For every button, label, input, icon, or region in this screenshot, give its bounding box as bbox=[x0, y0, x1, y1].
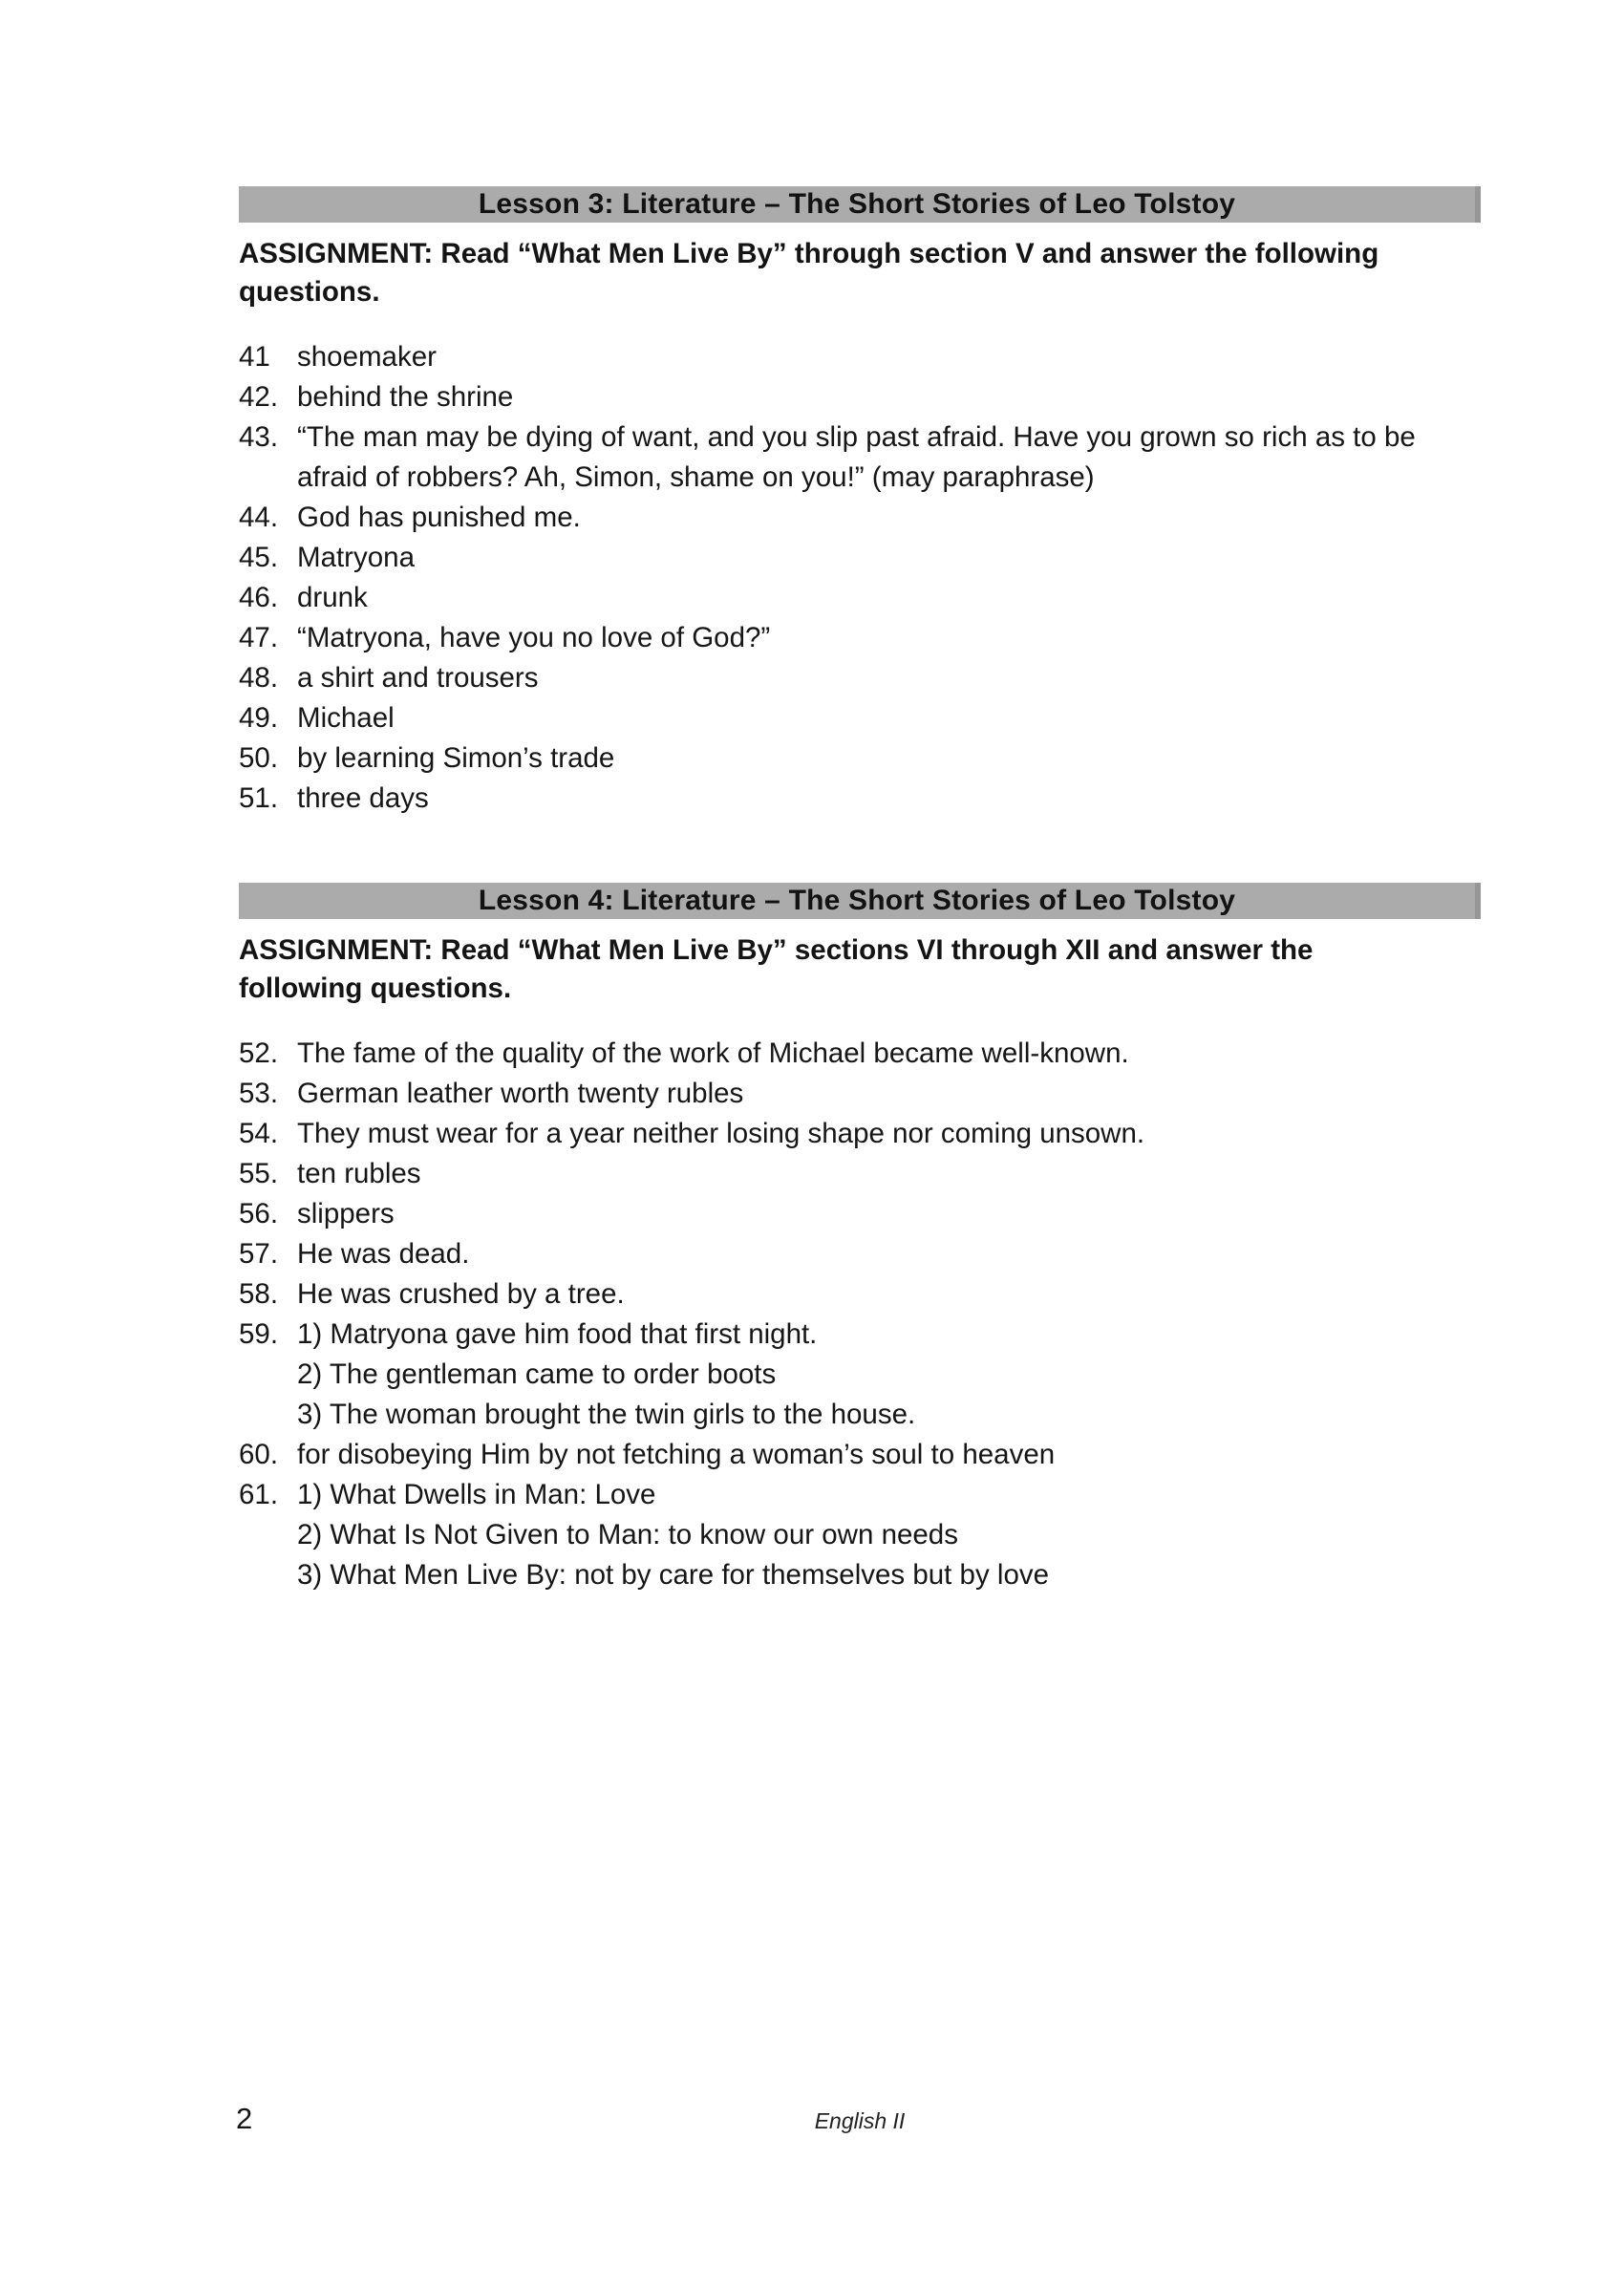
answer-item bbox=[239, 1315, 1481, 1435]
answer-item-text bbox=[297, 337, 1481, 377]
answer-item-text bbox=[297, 1475, 1481, 1595]
answer-item-line: 3) What Men Live By: not by care for themselves but by love bbox=[297, 1559, 1050, 1591]
answer-item-line: 1) What Dwells in Man: Love bbox=[297, 1479, 656, 1510]
answer-item bbox=[239, 498, 1481, 538]
lesson-4-assignment bbox=[239, 931, 1481, 1008]
answer-item-line: German leather worth twenty rubles bbox=[297, 1078, 744, 1109]
answer-item-line: “Matryona, have you no love of God?” bbox=[297, 622, 771, 653]
answer-item-number: 56. bbox=[239, 1198, 279, 1230]
answer-item-line: He was dead. bbox=[297, 1238, 470, 1270]
answer-item-number: 43. bbox=[239, 421, 279, 453]
answer-item-line: 3) The woman brought the twin girls to the house. bbox=[297, 1399, 916, 1430]
answer-item-number: 47. bbox=[239, 622, 279, 653]
answer-item bbox=[239, 417, 1481, 498]
answer-item bbox=[239, 1435, 1481, 1475]
answer-item-text bbox=[297, 1435, 1481, 1475]
answer-item-number: 45. bbox=[239, 542, 279, 573]
answer-item-text bbox=[297, 779, 1481, 819]
answer-item-number: 48. bbox=[239, 662, 279, 694]
answer-item-number: 60. bbox=[239, 1439, 279, 1470]
answer-item-text bbox=[297, 1194, 1481, 1234]
lesson-4-answer-list bbox=[239, 1034, 1481, 1595]
answer-item bbox=[239, 538, 1481, 578]
answer-item-number: 41 bbox=[239, 341, 270, 373]
answer-item-line: for disobeying Him by not fetching a woman’s soul to heaven bbox=[297, 1439, 1056, 1470]
answer-item-number: 55. bbox=[239, 1158, 279, 1189]
assignment-line: ASSIGNMENT: Read “What Men Live By” through section V and answer the following bbox=[239, 238, 1379, 269]
page-number: 2 bbox=[236, 2102, 253, 2135]
answer-item bbox=[239, 779, 1481, 819]
answer-item-number: 46. bbox=[239, 582, 279, 613]
answer-item bbox=[239, 618, 1481, 658]
assignment-line: following questions. bbox=[239, 973, 512, 1004]
answer-item-text bbox=[297, 1034, 1481, 1074]
answer-item-line: by learning Simon’s trade bbox=[297, 742, 615, 774]
answer-item-line: Matryona bbox=[297, 542, 415, 573]
page-content bbox=[0, 186, 1624, 1595]
answer-item-line: three days bbox=[297, 782, 429, 814]
answer-item-line: slippers bbox=[297, 1198, 395, 1230]
answer-item-text bbox=[297, 417, 1481, 498]
answer-item-text bbox=[297, 658, 1481, 698]
answer-item-text bbox=[297, 578, 1481, 618]
answer-item-number: 49. bbox=[239, 702, 279, 734]
answer-item bbox=[239, 1034, 1481, 1074]
answer-item-text bbox=[297, 1234, 1481, 1274]
answer-item-line: afraid of robbers? Ah, Simon, shame on you!” (may paraphrase) bbox=[297, 461, 1095, 493]
assignment-line: questions. bbox=[239, 276, 380, 308]
answer-item bbox=[239, 377, 1481, 417]
answer-item-text bbox=[297, 1074, 1481, 1114]
answer-item-line: 2) The gentleman came to order boots bbox=[297, 1358, 777, 1390]
answer-item-text bbox=[297, 377, 1481, 417]
answer-item bbox=[239, 1274, 1481, 1315]
answer-item-line: God has punished me. bbox=[297, 502, 581, 533]
answer-item-line: drunk bbox=[297, 582, 368, 613]
answer-item-line: They must wear for a year neither losing shape nor coming unsown. bbox=[297, 1118, 1145, 1149]
answer-item-line: ten rubles bbox=[297, 1158, 421, 1189]
answer-item-text bbox=[297, 1114, 1481, 1154]
lesson-3-header-bar: Lesson 3: Literature – The Short Stories of Leo Tolstoy bbox=[239, 186, 1481, 223]
answer-item-number: 44. bbox=[239, 502, 279, 533]
answer-item bbox=[239, 337, 1481, 377]
answer-item-text bbox=[297, 538, 1481, 578]
answer-item bbox=[239, 1154, 1481, 1194]
answer-item bbox=[239, 578, 1481, 618]
answer-item-number: 53. bbox=[239, 1078, 279, 1109]
answer-item-number: 58. bbox=[239, 1278, 279, 1310]
answer-item-number: 42. bbox=[239, 381, 279, 413]
answer-item-text bbox=[297, 1274, 1481, 1315]
answer-item-text bbox=[297, 738, 1481, 779]
answer-item-line: 2) What Is Not Given to Man: to know our own needs bbox=[297, 1519, 958, 1550]
answer-item-text bbox=[297, 498, 1481, 538]
answer-item-number: 50. bbox=[239, 742, 279, 774]
answer-item-line: 1) Matryona gave him food that first night. bbox=[297, 1318, 818, 1350]
answer-item-line: “The man may be dying of want, and you slip past afraid. Have you grown so rich as to be bbox=[297, 421, 1416, 453]
answer-item bbox=[239, 1114, 1481, 1154]
answer-item-number: 52. bbox=[239, 1037, 279, 1069]
answer-item-number: 59. bbox=[239, 1318, 279, 1350]
footer-course-label: English II bbox=[814, 2108, 906, 2133]
answer-item-line: shoemaker bbox=[297, 341, 437, 373]
answer-item-line: behind the shrine bbox=[297, 381, 514, 413]
lesson-4-header-bar: Lesson 4: Literature – The Short Stories of Leo Tolstoy bbox=[239, 883, 1481, 919]
answer-item-text bbox=[297, 1315, 1481, 1435]
answer-item-number: 54. bbox=[239, 1118, 279, 1149]
answer-key-page bbox=[0, 186, 1624, 2288]
answer-item-line: Michael bbox=[297, 702, 395, 734]
answer-item-line: a shirt and trousers bbox=[297, 662, 539, 694]
answer-item bbox=[239, 698, 1481, 738]
lesson-3-answer-list bbox=[239, 337, 1481, 819]
answer-item-number: 61. bbox=[239, 1479, 279, 1510]
answer-item-number: 57. bbox=[239, 1238, 279, 1270]
lesson-3-assignment bbox=[239, 235, 1481, 311]
answer-item-line: He was crushed by a tree. bbox=[297, 1278, 625, 1310]
answer-item-text bbox=[297, 698, 1481, 738]
answer-item-number: 51. bbox=[239, 782, 279, 814]
answer-item bbox=[239, 1475, 1481, 1595]
answer-item bbox=[239, 738, 1481, 779]
answer-item bbox=[239, 1234, 1481, 1274]
answer-item-line: The fame of the quality of the work of Michael became well-known. bbox=[297, 1037, 1129, 1069]
answer-item-text bbox=[297, 618, 1481, 658]
answer-item-text bbox=[297, 1154, 1481, 1194]
assignment-line: ASSIGNMENT: Read “What Men Live By” sections VI through XII and answer the bbox=[239, 934, 1314, 966]
answer-item bbox=[239, 1194, 1481, 1234]
answer-item bbox=[239, 1074, 1481, 1114]
answer-item bbox=[239, 658, 1481, 698]
